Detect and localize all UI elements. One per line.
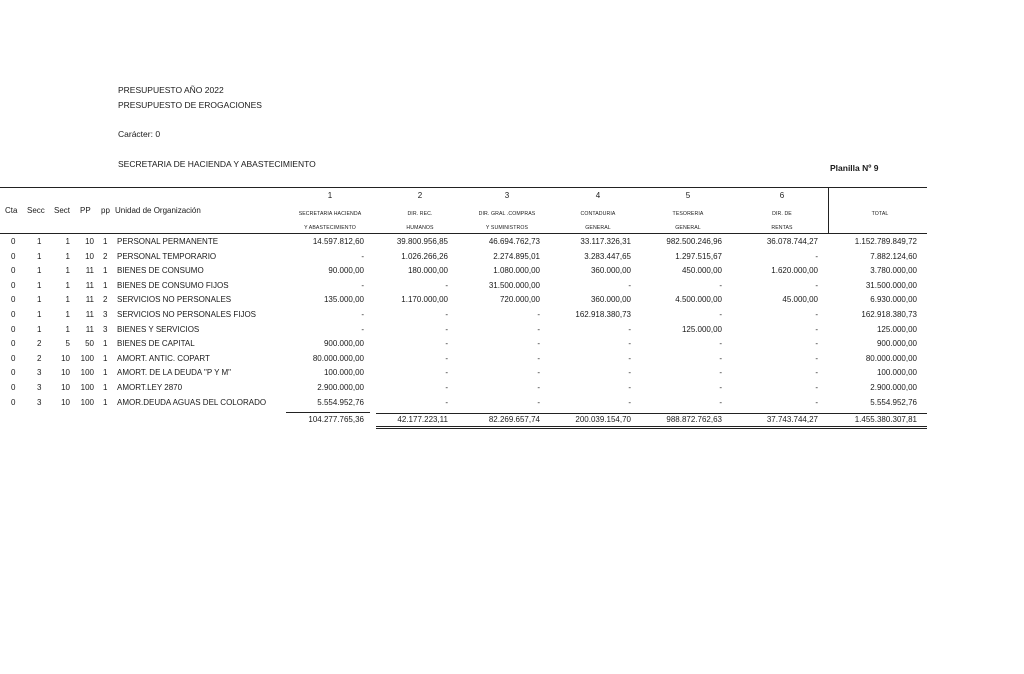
total-col6: 37.743.744,27 — [766, 415, 818, 424]
cell-value-col1: 135.000,00 — [323, 295, 364, 305]
cell-total: 125.000,00 — [876, 324, 917, 334]
cell-pp: 11 — [85, 324, 94, 334]
cell-value-col2: - — [445, 310, 448, 319]
cell-cta: 0 — [11, 353, 16, 363]
header-col2-line2: HUMANOS — [406, 225, 434, 231]
cell-value-col4: 3.283.447,65 — [584, 251, 631, 261]
cell-value-col4: - — [628, 353, 631, 363]
cell-secc: 1 — [37, 310, 42, 319]
cell-pp-sub: 3 — [103, 310, 108, 319]
cell-value-col6: - — [815, 251, 818, 261]
cell-sect: 1 — [65, 237, 70, 246]
cell-unidad: PERSONAL PERMANENTE — [117, 237, 219, 246]
header-unidad: Unidad de Organización — [115, 206, 201, 215]
cell-pp-sub: 1 — [103, 237, 108, 246]
caracter-label: Carácter: 0 — [118, 129, 161, 139]
cell-value-col6: 1.620.000,00 — [771, 266, 818, 276]
cell-value-col3: 46.694.762,73 — [488, 237, 540, 246]
totals-double-rule-upper — [376, 426, 927, 427]
header-col3-line1: DIR. GRAL .COMPRAS — [478, 211, 536, 217]
cell-pp: 50 — [85, 339, 94, 349]
cell-unidad: PERSONAL TEMPORARIO — [117, 251, 217, 261]
cell-value-col2: 180.000,00 — [407, 266, 448, 276]
cell-value-col3: - — [537, 324, 540, 334]
cell-value-col6: - — [815, 339, 818, 349]
cell-unidad: AMORT. DE LA DEUDA "P Y M" — [117, 368, 232, 378]
cell-value-col1: 80.000.000,00 — [312, 353, 364, 363]
cell-value-col2: - — [445, 280, 448, 290]
cell-value-col3: - — [537, 383, 540, 392]
cell-value-col2: - — [445, 353, 448, 363]
cell-total: 162.918.380,73 — [861, 310, 917, 319]
cell-total: 2.900.000,00 — [870, 383, 917, 392]
cell-value-col1: - — [361, 251, 364, 261]
cell-value-col2: - — [445, 368, 448, 378]
cell-value-col5: - — [719, 353, 722, 363]
cell-sect: 1 — [65, 295, 70, 305]
cell-pp-sub: 1 — [103, 383, 108, 392]
cell-value-col1: 2.900.000,00 — [317, 383, 364, 392]
cell-pp-sub: 2 — [103, 251, 108, 261]
cell-value-col5: - — [719, 280, 722, 290]
cell-secc: 1 — [37, 251, 42, 261]
totals-rule-right — [376, 413, 927, 414]
cell-pp: 10 — [85, 237, 94, 246]
header-sect: Sect — [54, 206, 71, 215]
header-col3-number: 3 — [504, 191, 510, 200]
cell-value-col4: - — [628, 368, 631, 378]
cell-value-col2: - — [445, 339, 448, 349]
cell-secc: 1 — [37, 295, 42, 305]
cell-value-col4: 33.117.326,31 — [580, 237, 631, 246]
cell-value-col3: 720.000,00 — [499, 295, 540, 305]
cell-value-col5: 1.297.515,67 — [675, 251, 722, 261]
cell-value-col6: - — [815, 324, 818, 334]
total-col3: 82.269.657,74 — [488, 415, 540, 424]
header-col3-line2: Y SUMINISTROS — [485, 225, 529, 231]
cell-pp-sub: 3 — [103, 324, 108, 334]
header-col5-number: 5 — [685, 191, 691, 200]
cell-total: 80.000.000,00 — [865, 353, 917, 363]
cell-value-col3: - — [537, 339, 540, 349]
cell-value-col5: - — [719, 368, 722, 378]
cell-total: 100.000,00 — [876, 368, 917, 378]
cell-value-col4: - — [628, 383, 631, 392]
cell-secc: 1 — [37, 280, 42, 290]
cell-value-col5: 450.000,00 — [681, 266, 722, 276]
cell-value-col5: 4.500.000,00 — [675, 295, 722, 305]
cell-secc: 1 — [37, 237, 42, 246]
cell-cta: 0 — [11, 324, 16, 334]
total-col4: 200.039.154,70 — [575, 415, 631, 424]
cell-cta: 0 — [11, 280, 16, 290]
cell-value-col1: - — [361, 324, 364, 334]
cell-total: 6.930.000,00 — [870, 295, 917, 305]
cell-sect: 10 — [61, 368, 70, 378]
secretaria-label: SECRETARIA DE HACIENDA Y ABASTECIMIENTO — [118, 159, 316, 169]
header-col1-number: 1 — [327, 191, 333, 200]
cell-total: 5.554.952,76 — [870, 397, 917, 407]
header-pp: PP — [80, 206, 91, 215]
header-secc: Secc — [27, 206, 45, 215]
cell-pp-sub: 2 — [103, 295, 108, 305]
cell-pp-sub: 1 — [103, 339, 108, 349]
cell-value-col1: 14.597.812,60 — [312, 237, 364, 246]
cell-value-col3: - — [537, 353, 540, 363]
header-cta: Cta — [5, 206, 18, 215]
cell-pp: 100 — [80, 353, 94, 363]
cell-pp: 11 — [85, 310, 94, 319]
cell-sect: 1 — [65, 280, 70, 290]
header-col4-line1: CONTADURIA — [580, 211, 616, 217]
cell-total: 7.882.124,60 — [870, 251, 917, 261]
cell-pp-sub: 1 — [103, 368, 108, 378]
cell-secc: 2 — [37, 339, 42, 349]
cell-sect: 1 — [65, 324, 70, 334]
cell-pp: 11 — [85, 280, 94, 290]
cell-sect: 5 — [65, 339, 70, 349]
cell-value-col6: 36.078.744,27 — [766, 237, 818, 246]
cell-value-col2: - — [445, 383, 448, 392]
header-col2-number: 2 — [417, 191, 423, 200]
cell-value-col3: 1.080.000,00 — [493, 266, 540, 276]
header-col6-number: 6 — [779, 191, 785, 200]
cell-pp-sub: 1 — [103, 266, 108, 276]
cell-value-col1: 900.000,00 — [323, 339, 364, 349]
cell-value-col5: - — [719, 397, 722, 407]
cell-unidad: AMORT.LEY 2870 — [117, 383, 183, 392]
cell-value-col1: 5.554.952,76 — [317, 397, 364, 407]
cell-value-col6: - — [815, 397, 818, 407]
cell-value-col1: - — [361, 310, 364, 319]
budget-year-title: PRESUPUESTO AÑO 2022 — [118, 85, 224, 95]
header-col6-line2: RENTAS — [771, 225, 793, 231]
cell-cta: 0 — [11, 397, 16, 407]
cell-cta: 0 — [11, 295, 16, 305]
cell-pp-sub: 1 — [103, 353, 108, 363]
cell-total: 3.780.000,00 — [870, 266, 917, 276]
cell-value-col6: - — [815, 310, 818, 319]
cell-sect: 10 — [61, 383, 70, 392]
cell-secc: 1 — [37, 324, 42, 334]
cell-value-col3: - — [537, 368, 540, 378]
cell-value-col2: 1.026.266,26 — [401, 251, 448, 261]
cell-value-col5: - — [719, 310, 722, 319]
cell-total: 900.000,00 — [876, 339, 917, 349]
cell-value-col2: - — [445, 397, 448, 407]
cell-unidad: BIENES DE CONSUMO FIJOS — [117, 280, 229, 290]
cell-sect: 1 — [65, 251, 70, 261]
cell-sect: 1 — [65, 266, 70, 276]
planilla-number: Planilla Nº 9 — [830, 163, 879, 173]
header-bottom-rule — [0, 233, 927, 234]
cell-secc: 3 — [37, 368, 42, 378]
cell-value-col6: - — [815, 353, 818, 363]
cell-value-col5: 982.500.246,96 — [666, 237, 722, 246]
cell-pp-sub: 1 — [103, 280, 108, 290]
totals-rule-col1 — [286, 412, 370, 413]
header-col5-line2: GENERAL — [675, 225, 701, 231]
cell-value-col5: - — [719, 383, 722, 392]
cell-pp: 11 — [85, 266, 94, 276]
cell-value-col2: 39.800.956,85 — [396, 237, 448, 246]
cell-value-col4: - — [628, 324, 631, 334]
cell-value-col4: - — [628, 397, 631, 407]
cell-cta: 0 — [11, 383, 16, 392]
cell-value-col2: 1.170.000,00 — [401, 295, 448, 305]
cell-value-col4: - — [628, 339, 631, 349]
totals-double-rule-lower — [376, 428, 927, 429]
cell-total: 31.500.000,00 — [865, 280, 917, 290]
cell-value-col6: - — [815, 280, 818, 290]
cell-pp: 100 — [80, 368, 94, 378]
cell-pp: 11 — [85, 295, 94, 305]
cell-value-col4: 360.000,00 — [590, 295, 631, 305]
cell-secc: 3 — [37, 397, 42, 407]
total-col5: 988.872.762,63 — [666, 415, 722, 424]
cell-sect: 10 — [61, 397, 70, 407]
cell-value-col1: - — [361, 280, 364, 290]
cell-value-col3: 31.500.000,00 — [488, 280, 540, 290]
cell-pp: 10 — [85, 251, 94, 261]
cell-pp: 100 — [80, 397, 94, 407]
header-col4-number: 4 — [595, 191, 601, 200]
header-col1-line2: Y ABASTECIMIENTO — [304, 225, 356, 231]
cell-cta: 0 — [11, 339, 16, 349]
cell-cta: 0 — [11, 266, 16, 276]
table-top-rule — [0, 187, 927, 188]
cell-value-col5: 125.000,00 — [681, 324, 722, 334]
cell-value-col4: - — [628, 280, 631, 290]
cell-value-col6: - — [815, 383, 818, 392]
cell-value-col1: 90.000,00 — [328, 266, 364, 276]
header-col2-line1: DIR. REC. — [407, 211, 433, 217]
header-col5-line1: TESORERIA — [672, 211, 704, 217]
cell-value-col4: 360.000,00 — [590, 266, 631, 276]
cell-value-col3: - — [537, 310, 540, 319]
cell-unidad: AMORT. ANTIC. COPART — [117, 353, 210, 363]
cell-value-col1: 100.000,00 — [323, 368, 364, 378]
cell-pp-sub: 1 — [103, 397, 108, 407]
total-col2: 42.177.223,11 — [397, 415, 448, 424]
cell-unidad: BIENES DE CONSUMO — [117, 266, 204, 276]
cell-pp: 100 — [80, 383, 94, 392]
cell-unidad: BIENES Y SERVICIOS — [117, 324, 200, 334]
cell-cta: 0 — [11, 368, 16, 378]
grand-total: 1.455.380.307,81 — [854, 415, 917, 424]
cell-cta: 0 — [11, 310, 16, 319]
cell-unidad: SERVICIOS NO PERSONALES — [117, 295, 232, 305]
cell-value-col4: 162.918.380,73 — [575, 310, 631, 319]
cell-cta: 0 — [11, 251, 16, 261]
cell-sect: 10 — [61, 353, 70, 363]
cell-secc: 1 — [37, 266, 42, 276]
header-col6-line1: DIR. DE — [772, 211, 792, 217]
cell-value-col5: - — [719, 339, 722, 349]
cell-unidad: BIENES DE CAPITAL — [117, 339, 195, 349]
cell-value-col6: 45.000,00 — [782, 295, 818, 305]
cell-secc: 2 — [37, 353, 42, 363]
header-total: TOTAL — [871, 211, 889, 217]
cell-value-col3: - — [537, 397, 540, 407]
cell-unidad: AMOR.DEUDA AGUAS DEL COLORADO — [117, 397, 267, 407]
cell-unidad: SERVICIOS NO PERSONALES FIJOS — [117, 310, 256, 319]
header-pp-sub: pp — [101, 206, 110, 215]
budget-subtitle: PRESUPUESTO DE EROGACIONES — [118, 100, 262, 110]
cell-value-col3: 2.274.895,01 — [493, 251, 540, 261]
cell-value-col2: - — [445, 324, 448, 334]
cell-total: 1.152.789.849,72 — [854, 237, 917, 246]
header-col1-line1: SECRETARIA HACIENDA — [298, 211, 362, 217]
cell-cta: 0 — [11, 237, 16, 246]
cell-secc: 3 — [37, 383, 42, 392]
total-col1: 104.277.765,36 — [308, 415, 364, 424]
header-col4-line2: GENERAL — [585, 225, 611, 231]
cell-sect: 1 — [65, 310, 70, 319]
cell-value-col6: - — [815, 368, 818, 378]
